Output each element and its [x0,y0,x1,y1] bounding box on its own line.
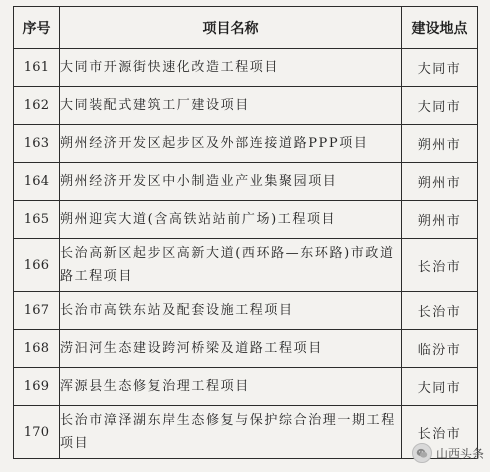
cell-serial-no: 169 [14,368,60,406]
wechat-bubble-icon [412,443,432,463]
table-row [14,368,478,406]
watermark-text: 山西头条 [435,446,484,461]
cell-project-name: 朔州经济开发区中小制造业产业集聚园项目 [60,163,402,201]
cell-location: 长治市 [402,239,478,292]
cell-project-name: 长治市高铁东站及配套设施工程项目 [60,292,402,330]
table-row [14,239,478,292]
cell-serial-no: 162 [14,87,60,125]
table-row [14,163,478,201]
table-row [14,330,478,368]
table-row [14,125,478,163]
cell-serial-no: 167 [14,292,60,330]
header-serial-no: 序号 [14,7,60,49]
table-row [14,292,478,330]
cell-serial-no: 164 [14,163,60,201]
table-row [14,87,478,125]
cell-location: 大同市 [402,87,478,125]
header-project-name: 项目名称 [60,7,402,49]
cell-serial-no: 170 [14,406,60,459]
table-row [14,49,478,87]
cell-location: 长治市 [402,406,478,459]
cell-project-name: 大同市开源街快速化改造工程项目 [60,49,402,87]
cell-serial-no: 168 [14,330,60,368]
cell-project-name: 长治高新区起步区高新大道(西环路—东环路)市政道路工程项目 [60,239,402,292]
source-watermark [412,443,484,463]
cell-project-name: 涝汩河生态建设跨河桥梁及道路工程项目 [60,330,402,368]
table-row [14,406,478,459]
header-location: 建设地点 [402,7,478,49]
cell-project-name: 朔州迎宾大道(含高铁站站前广场)工程项目 [60,201,402,239]
table-header-row [14,7,478,49]
cell-serial-no: 163 [14,125,60,163]
cell-location: 长治市 [402,292,478,330]
cell-location: 大同市 [402,49,478,87]
cell-serial-no: 166 [14,239,60,292]
cell-project-name: 浑源县生态修复治理工程项目 [60,368,402,406]
cell-location: 朔州市 [402,201,478,239]
cell-project-name: 大同装配式建筑工厂建设项目 [60,87,402,125]
table-row [14,201,478,239]
cell-location: 朔州市 [402,125,478,163]
cell-project-name: 长治市漳泽湖东岸生态修复与保护综合治理一期工程项目 [60,406,402,459]
cell-project-name: 朔州经济开发区起步区及外部连接道路PPP项目 [60,125,402,163]
cell-location: 大同市 [402,368,478,406]
cell-location: 朔州市 [402,163,478,201]
cell-serial-no: 161 [14,49,60,87]
cell-serial-no: 165 [14,201,60,239]
cell-location: 临汾市 [402,330,478,368]
project-table [13,6,478,459]
